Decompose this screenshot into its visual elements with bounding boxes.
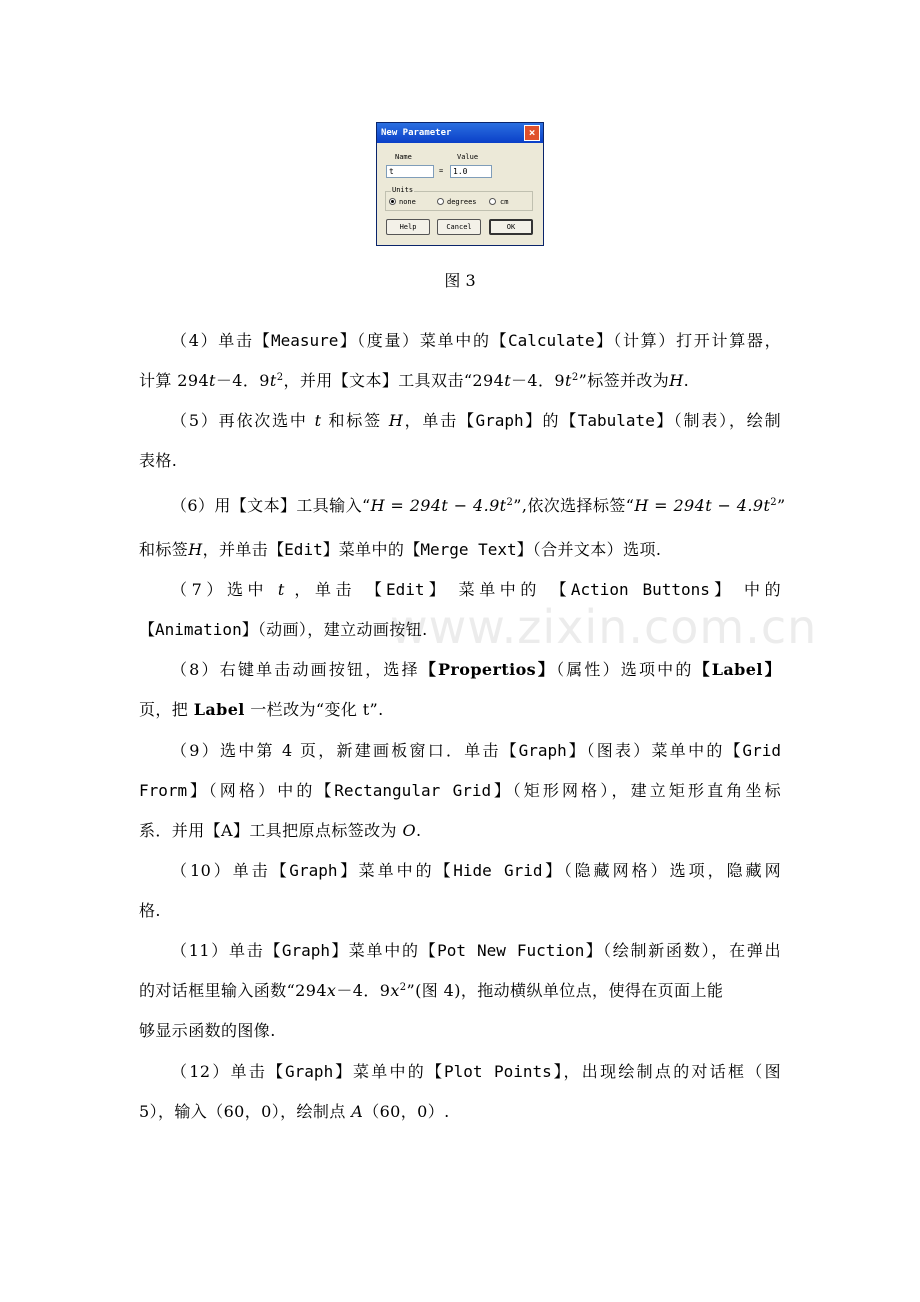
para-12-line-2: 5），输入（60，0），绘制点 A（60，0）. [139,1102,450,1121]
units-cm-label: cm [500,198,509,206]
ok-button[interactable]: OK [489,219,533,235]
para-6-line-2: 和标签H，并单击【Edit】菜单中的【Merge Text】（合并文本）选项. [139,540,662,559]
para-5-line-1: （5）再依次选中 t 和标签 H，单击【Graph】的【Tabulate】（制表），绘制 [171,411,781,430]
para-7-line-2: 【Animation】（动画），建立动画按钮. [139,620,428,639]
units-degrees-radio[interactable] [437,198,444,205]
cancel-button[interactable]: Cancel [437,219,481,235]
para-11-line-1: （11）单击【Graph】菜单中的【Pot New Fuction】（绘制新函数），在弹出 [171,941,781,960]
figure-caption: 图 3 [444,271,476,290]
para-8-line-2: 页，把 Label 一栏改为“变化 t”. [139,700,384,719]
para-9-line-3: 系．并用【A】工具把原点标签改为 O. [139,821,422,840]
units-cm-radio[interactable] [489,198,496,205]
new-parameter-dialog [376,122,544,246]
para-11-line-2: 的对话框里输入函数“294x－4．$9x^2$”(图 4)，拖动横纵单位点，使得在页面上能 [139,981,724,1000]
name-field[interactable]: t [386,165,434,178]
dialog-title: New Parameter [381,128,452,138]
units-degrees-label: degrees [447,198,477,206]
name-label: Name [395,153,412,161]
para-7-line-1: （7）选中 t ，单击 【Edit】 菜单中的 【Action Buttons】 中的 [171,580,781,599]
value-label: Value [457,153,479,161]
para-5-line-2: 表格. [139,451,178,470]
para-4-line-2: 计算 294t－4．$9t^2$，并用【文本】工具双击“294t－4．$9t^2$”标签并改为H. [139,371,690,390]
para-8-line-1: （8）右键单击动画按钮，选择【Propertios】（属性）选项中的【Label】 [171,660,781,679]
para-9-line-2: Frorm】（网格）中的【Rectangular Grid】（矩形网格），建立矩形直角坐标 [139,781,781,800]
units-none-radio[interactable] [389,198,396,205]
para-10-line-1: （10）单击【Graph】菜单中的【Hide Grid】（隐藏网格）选项，隐藏网 [171,861,781,880]
para-11-line-3: 够显示函数的图像. [139,1021,276,1040]
para-9-line-1: （9）选中第 4 页，新建画板窗口．单击【Graph】（图表）菜单中的【Grid [171,741,781,760]
para-6-line-1: （6）用【文本】工具输入“$H = 294t - 4.9t^2$”,依次选择标签“$H = 294t - 4.9t^2$” [171,496,786,515]
close-icon[interactable]: × [524,125,540,141]
para-12-line-1: （12）单击【Graph】菜单中的【Plot Points】，出现绘制点的对话框（图 [171,1062,781,1081]
units-label: Units [392,186,414,194]
para-10-line-2: 格. [139,901,161,920]
help-button[interactable]: Help [386,219,430,235]
value-field[interactable]: 1.0 [450,165,492,178]
watermark: www.zixin.com.cn [390,600,818,654]
dialog-titlebar[interactable] [377,123,543,143]
para-4-line-1: （4）单击【Measure】（度量）菜单中的【Calculate】（计算）打开计算器， [171,331,781,350]
equals-sign: = [439,167,444,175]
units-none-label: none [399,198,416,206]
